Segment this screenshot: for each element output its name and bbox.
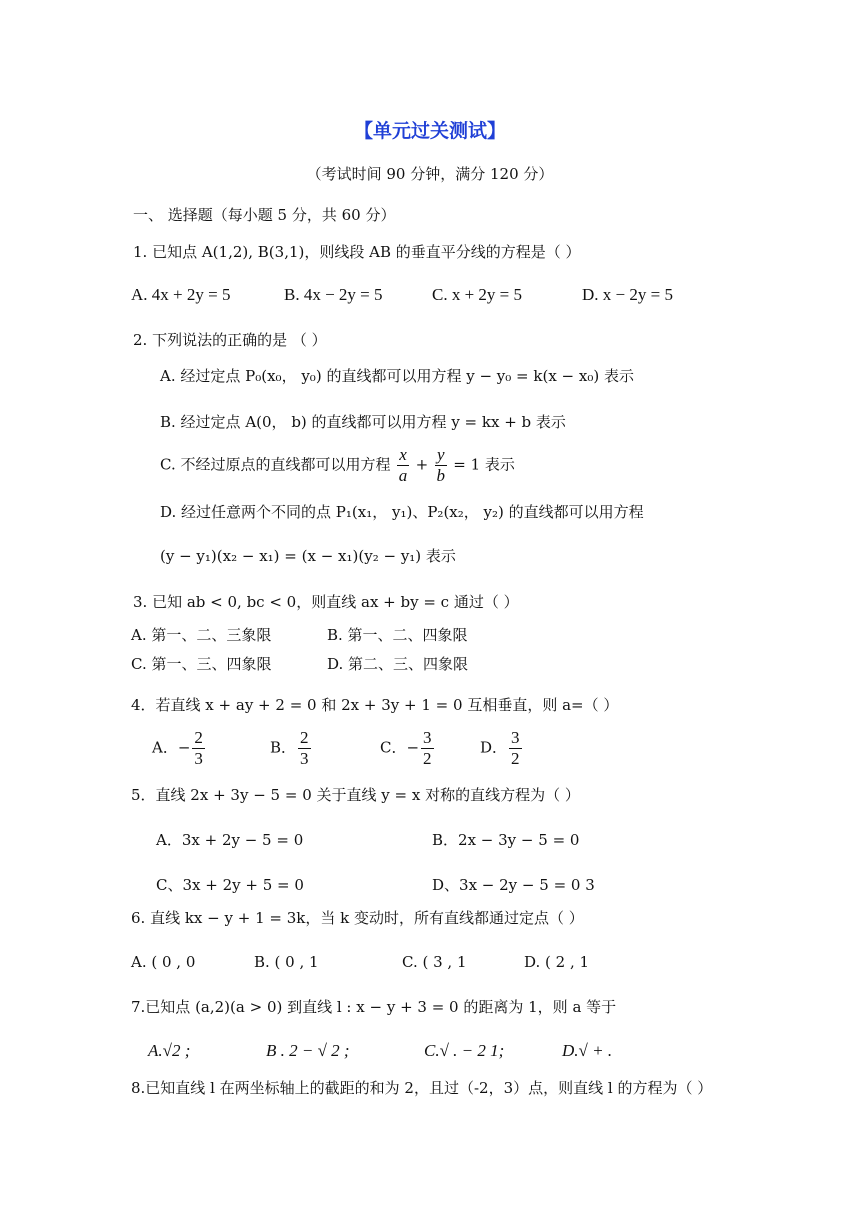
q7-option-c: C.√ . − 2 1;: [424, 1041, 505, 1060]
q4-option-b: [270, 728, 313, 769]
question-3-stem: 3. 已知 ab < 0, bc < 0，则直线 ax + by = c 通过（ ）: [133, 593, 519, 611]
plus-sign: +: [415, 455, 429, 474]
fraction-y-over-b: [435, 445, 447, 486]
question-2-stem: 2. 下列说法的正确的是 （ ）: [133, 331, 327, 349]
q2-option-d: D. 经过任意两个不同的点 P₁(x₁， y₁)、P₂(x₂， y₂) 的直线都可以用方程: [160, 503, 644, 521]
fraction-numerator: 2: [300, 728, 309, 747]
fraction-numerator: x: [399, 445, 407, 464]
question-5-stem: 5．直线 2x + 3y − 5 = 0 关于直线 y = x 对称的直线方程为（ ）: [131, 786, 580, 804]
q5-option-c: C、3x + 2y + 5 = 0: [156, 876, 304, 894]
fraction: [192, 728, 205, 769]
q3-option-a: A. 第一、二、三象限: [131, 626, 272, 644]
section-heading: 一、 选择题（每小题 5 分，共 60 分）: [133, 206, 396, 224]
q6-option-a: A. ( 0 , 0: [131, 953, 196, 971]
option-label: D．: [480, 738, 508, 757]
q5-option-b: B．2x − 3y − 5 = 0: [432, 831, 580, 849]
fraction-denominator: 3: [300, 749, 309, 768]
q4-option-a: [152, 728, 207, 769]
q7-option-b: B . 2 − √ 2 ;: [266, 1041, 350, 1060]
q2-option-c-text: C. 不经过原点的直线都可以用方程: [160, 455, 391, 474]
option-label: A．−: [152, 738, 191, 757]
q2-option-c: [160, 445, 515, 486]
q4-option-c: [380, 728, 436, 769]
option-label: B．: [270, 738, 297, 757]
q5-option-a: A．3x + 2y − 5 = 0: [156, 831, 304, 849]
fraction: [298, 728, 311, 769]
q4-option-d: [480, 728, 524, 769]
q2-option-c-tail: = 1 表示: [453, 455, 515, 474]
q3-option-b: B. 第一、二、四象限: [327, 626, 468, 644]
q1-option-d: D. x − 2y = 5: [582, 285, 673, 304]
q1-option-b: B. 4x − 2y = 5: [284, 285, 383, 304]
q7-option-d: D.√ + .: [562, 1041, 613, 1060]
q5-option-d: D、3x − 2y − 5 = 0 3: [432, 876, 595, 894]
exam-info: （考试时间 90 分钟，满分 120 分）: [306, 165, 554, 183]
fraction-numerator: y: [436, 445, 445, 464]
page-title: 【单元过关测试】: [353, 120, 506, 142]
fraction-denominator: 2: [511, 749, 520, 768]
q7-option-a: A.√2 ;: [148, 1041, 191, 1060]
fraction-denominator: a: [398, 466, 408, 485]
option-label: C．−: [380, 738, 420, 757]
q1-option-c: C. x + 2y = 5: [432, 285, 523, 304]
q6-option-c: C. ( 3 , 1: [402, 953, 467, 971]
fraction-numerator: 2: [194, 728, 203, 747]
q6-option-b: B. ( 0 , 1: [254, 953, 319, 971]
fraction-denominator: 3: [194, 749, 203, 768]
q3-option-d: D. 第二、三、四象限: [327, 655, 469, 673]
fraction-numerator: 3: [511, 728, 520, 747]
question-7-stem: 7.已知点 (a,2)(a > 0) 到直线 l : x − y + 3 = 0 的距离为 1，则 a 等于: [131, 998, 617, 1016]
fraction: [509, 728, 522, 769]
q2-option-a: A. 经过定点 P₀(x₀， y₀) 的直线都可以用方程 y − y₀ = k(x − x₀) 表示: [160, 367, 634, 385]
question-1-stem: 1. 已知点 A(1,2), B(3,1)，则线段 AB 的垂直平分线的方程是（ ）: [133, 243, 581, 261]
q2-option-b: B. 经过定点 A(0， b) 的直线都可以用方程 y = kx + b 表示: [160, 413, 566, 431]
question-8-stem: 8.已知直线 l 在两坐标轴上的截距的和为 2，且过（-2，3）点，则直线 l 的方程为（ ）: [131, 1079, 713, 1097]
fraction: [421, 728, 434, 769]
q2-option-d-equation: (y − y₁)(x₂ − x₁) = (x − x₁)(y₂ − y₁) 表示: [160, 547, 456, 565]
q3-option-c: C. 第一、三、四象限: [131, 655, 272, 673]
question-4-stem: 4．若直线 x + ay + 2 = 0 和 2x + 3y + 1 = 0 互相垂直，则 a=（ ）: [131, 696, 619, 714]
q1-option-a: A. 4x + 2y = 5: [131, 285, 231, 304]
fraction-denominator: 2: [423, 749, 432, 768]
fraction-x-over-a: [397, 445, 409, 486]
fraction-numerator: 3: [423, 728, 432, 747]
fraction-denominator: b: [436, 466, 445, 485]
q6-option-d: D. ( 2 , 1: [524, 953, 590, 971]
question-6-stem: 6. 直线 kx − y + 1 = 3k，当 k 变动时，所有直线都通过定点（ ）: [131, 909, 584, 927]
